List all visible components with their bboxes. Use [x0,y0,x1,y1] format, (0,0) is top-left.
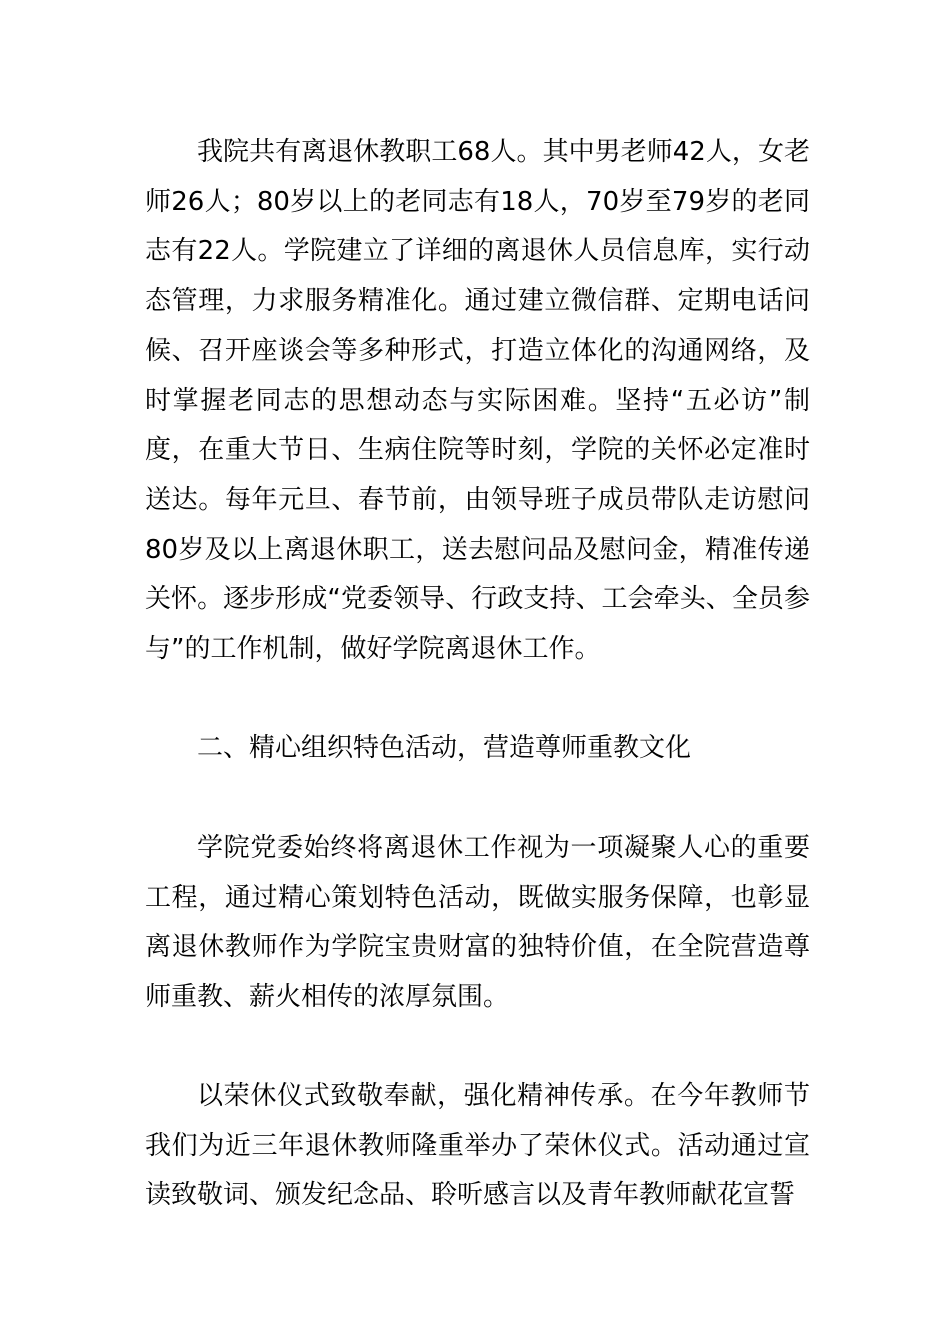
section-heading-activities: 二、精心组织特色活动，营造尊师重教文化 [197,733,692,763]
paragraph-party-committee: 学院党委始终将离退休工作视为一项凝聚人心的重要工程，通过精心策划特色活动，既做实服务保障，也彰显离退休教师作为学院宝贵财富的独特价值，在全院营造尊师重教、薪火相传的浓厚氛围。 [145,833,810,1013]
paragraph-retiree-management: 我院共有离退休教职工68人。其中男老师42人，女老师26人；80岁以上的老同志有18人，70岁至79岁的老同志有22人。学院建立了详细的离退休人员信息库，实行动态管理，力求服务精准化。通过建立微信群、定期电话问候、召开座谈会等多种形式，打造立体化的沟通网络，及时掌握老同志的思想动态与实际困难。坚持“五必访”制度，在重大节日、生病住院等时刻，学院的关怀必定准时送达。每年元旦、春节前，由领导班子成员带队走访慰问80岁及以上离退休职工，送去慰问品及慰问金，精准传递关怀。逐步形成“党委领导、行政支持、工会牵头、全员参与”的工作机制，做好学院离退休工作。 [145,137,810,665]
paragraph-retirement-ceremony: 以荣休仪式致敬奉献，强化精神传承。在今年教师节我们为近三年退休教师隆重举办了荣休仪式。活动通过宣读致敬词、颁发纪念品、聆听感言以及青年教师献花宣誓 [145,1081,810,1211]
